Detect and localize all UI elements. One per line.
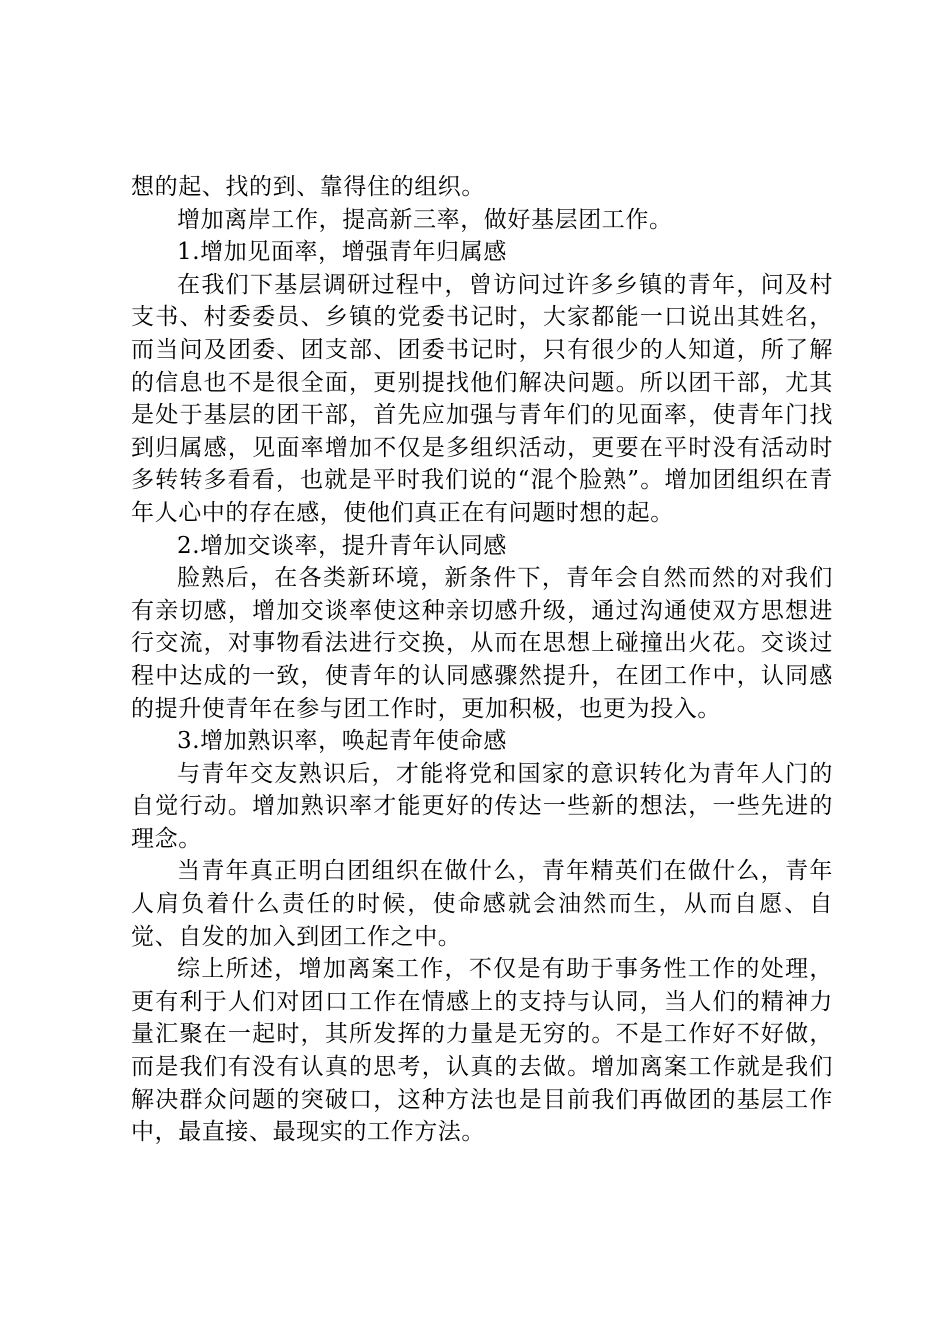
paragraph-continuation: 想的起、找的到、靠得住的组织。 (131, 174, 485, 200)
section-heading-3: 3.增加熟识率，唤起青年使命感 (177, 728, 507, 755)
paragraph-conclusion: 综上所述，增加离案工作，不仅是有助于事务性工作的处理，更有利于人们对团口工作在情感上的支持与认同，当人们的精神力量汇聚在一起时，其所发挥的力量是无穷的。不是工作好不好做，而是我们有没有认真的思考，认真的去做。增加离案工作就是我们解决群众问题的突破口，这种方法也是目前我们再做团的基层工作中，最直接、最现实的工作方法。 (131, 956, 833, 1146)
section-heading-2: 2.增加交谈率，提升青年认同感 (177, 532, 507, 559)
paragraph-section-3b: 当青年真正明白团组织在做什么，青年精英们在做什么，青年人肩负着什么责任的时候，使命感就会油然而生，从而自愿、自觉、自发的加入到团工作之中。 (131, 858, 833, 950)
paragraph-section-3a: 与青年交友熟识后，才能将党和国家的意识转化为青年人门的自觉行动。增加熟识率才能更好的传达一些新的想法，一些先进的理念。 (131, 760, 833, 852)
paragraph-intro: 增加离岸工作，提高新三率，做好基层团工作。 (177, 206, 673, 233)
paragraph-section-2: 脸熟后，在各类新环境，新条件下，青年会自然而然的对我们有亲切感，增加交谈率使这种亲切感升级，通过沟通使双方思想进行交流，对事物看法进行交换，从而在思想上碰撞出火花。交谈过程中达成的一致，使青年的认同感骤然提升，在团工作中，认同感的提升使青年在参与团工作时，更加积极，也更为投入。 (131, 565, 833, 722)
paragraph-section-1: 在我们下基层调研过程中，曾访问过许多乡镇的青年，问及村支书、村委委员、乡镇的党委书记时，大家都能一口说出其姓名，而当问及团委、团支部、团委书记时，只有很少的人知道，所了解的信息也不是很全面，更别提找他们解决问题。所以团干部，尤其是处于基层的团干部，首先应加强与青年们的见面率，使青年门找到归属感，见面率增加不仅是多组织活动，更要在平时没有活动时多转转多看看，也就是平时我们说的“混个脸熟”。增加团组织在青年人心中的存在感，使他们真正在有问题时想的起。 (131, 271, 833, 526)
document-page (131, 171, 833, 1149)
section-heading-1: 1.增加见面率，增强青年归属感 (177, 239, 507, 266)
